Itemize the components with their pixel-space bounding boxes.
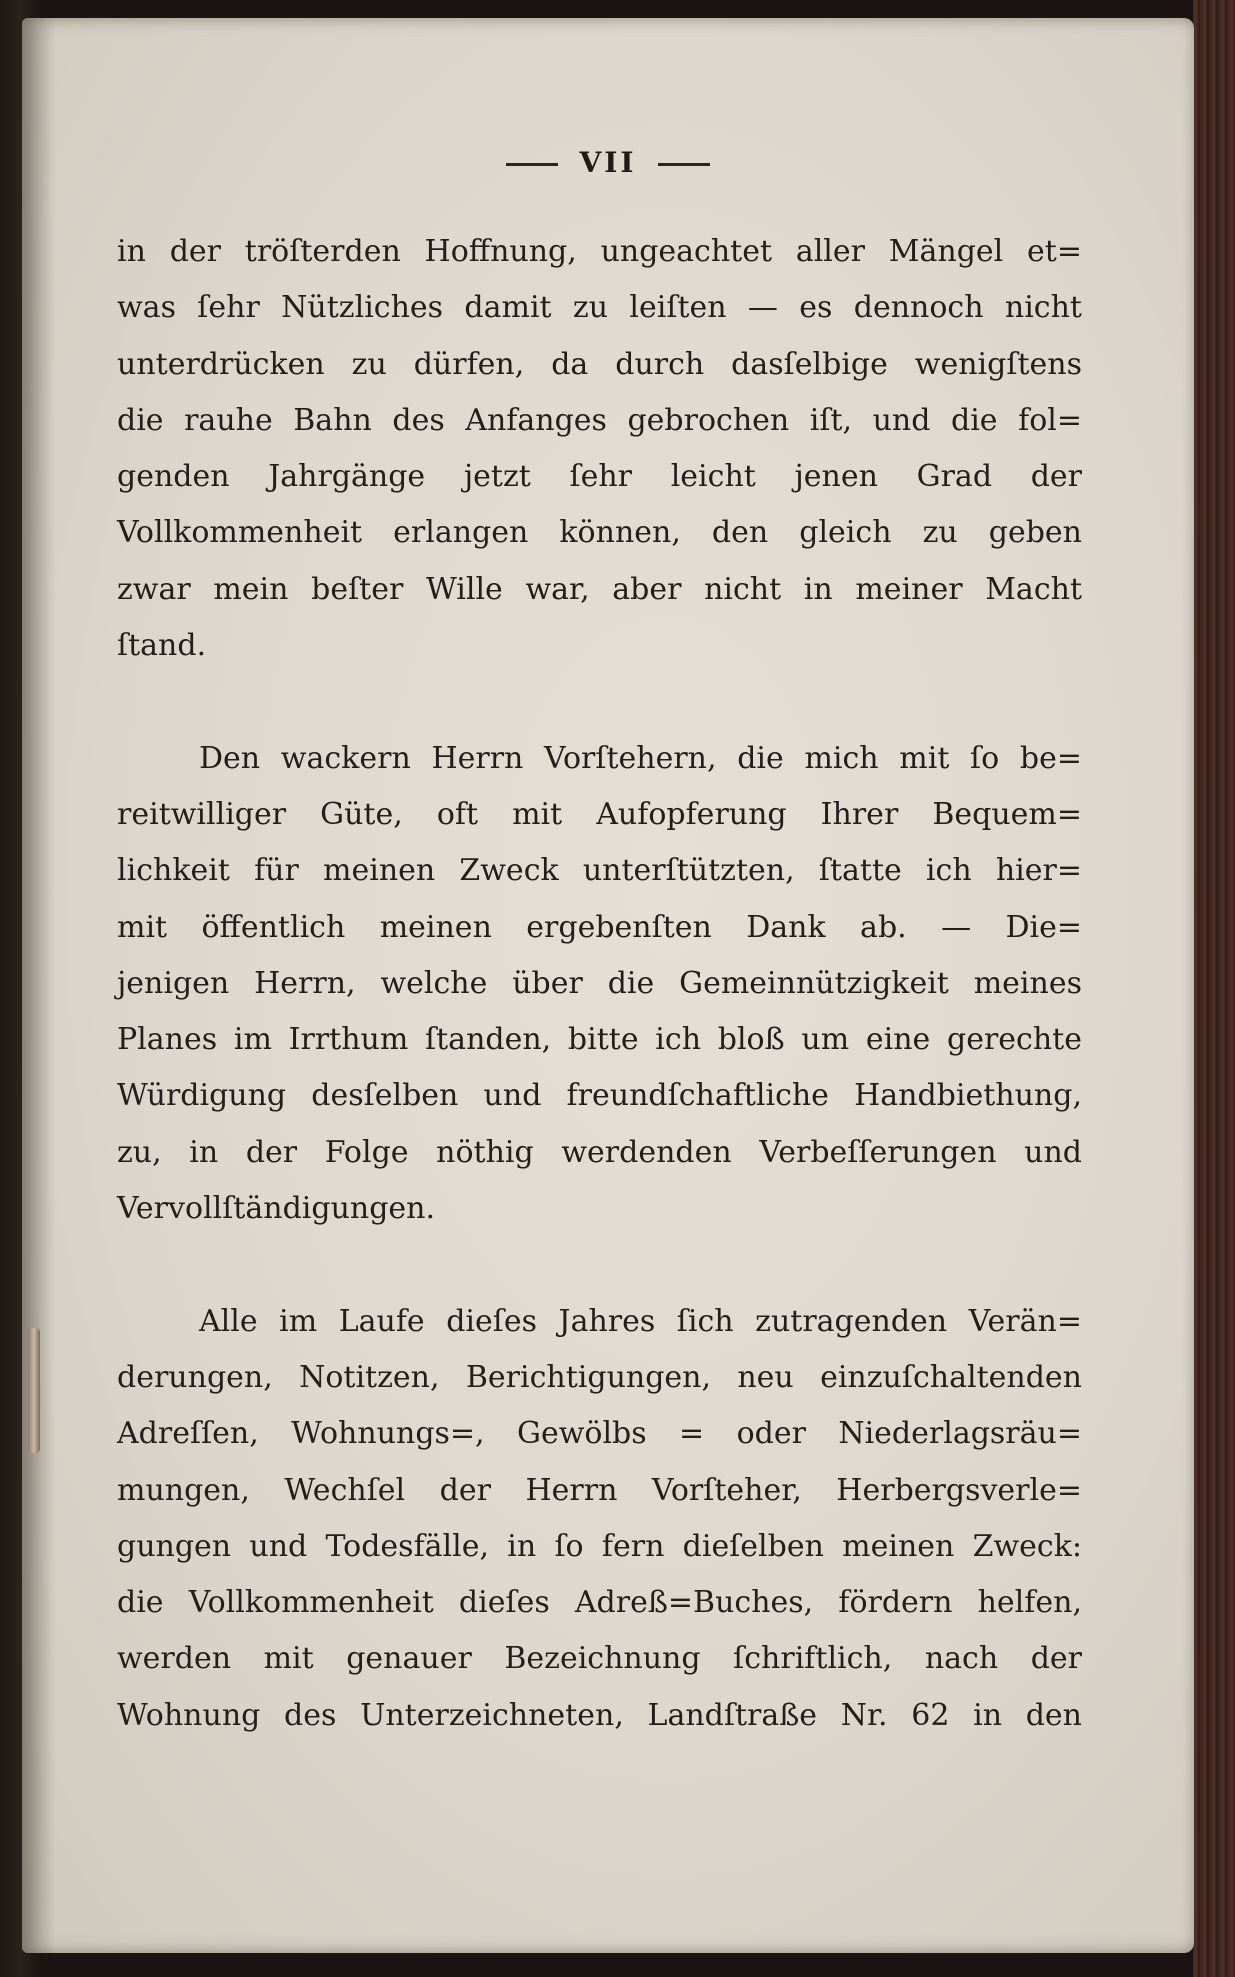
text-line: jenigen Herrn, welche über die Gemeinnützigkeit meines	[117, 965, 1082, 1001]
text-line: Den wackern Herrn Vorſtehern, die mich mit ſo be=	[199, 740, 1082, 776]
text-line: reitwilliger Güte, oft mit Aufopferung Ihrer Bequem=	[117, 796, 1082, 832]
text-line: Vervollſtändigungen.	[117, 1191, 436, 1227]
text-line: lichkeit für meinen Zweck unterſtützten, ſtatte ich hier=	[117, 853, 1082, 889]
text-line: Wohnung des Unterzeichneten, Landſtraße Nr. 62 in den	[117, 1697, 1082, 1733]
text-line: in der tröſterden Hoffnung, ungeachtet aller Mängel et=	[117, 234, 1082, 269]
text-line: die Vollkommenheit dieſes Adreß=Buches, fördern helfen,	[117, 1585, 1082, 1621]
page-number: VII	[579, 146, 637, 179]
text-line: die rauhe Bahn des Anfanges gebrochen iſt, und die fol=	[117, 402, 1082, 438]
text-line: Würdigung desſelben und freundſchaftliche Handbiethung,	[117, 1078, 1082, 1114]
text-line: Planes im Irrthum ſtanden, bitte ich bloß um eine gerechte	[117, 1022, 1082, 1058]
paragraph-gap	[117, 1237, 1082, 1293]
text-line: mungen, Wechſel der Herrn Vorſteher, Herbergsverle=	[117, 1472, 1082, 1508]
header-dash-right	[658, 163, 710, 166]
gutter-shadow	[22, 18, 56, 1953]
text-line: Alle im Laufe dieſes Jahres ſich zutragenden Verän=	[199, 1303, 1082, 1339]
text-line: Vollkommenheit erlangen können, den gleich zu geben	[117, 515, 1082, 551]
text-line: was ſehr Nützliches damit zu leiſten — es dennoch nicht	[117, 290, 1082, 326]
page-sheet	[22, 18, 1194, 1953]
text-line: derungen, Notitzen, Berichtigungen, neu einzuſchaltenden	[117, 1359, 1082, 1395]
text-line: ſtand.	[117, 628, 207, 664]
text-line: werden mit genauer Bezeichnung ſchriftlich, nach der	[117, 1641, 1082, 1677]
text-line: genden Jahrgänge jetzt ſehr leicht jenen Grad der	[117, 459, 1082, 495]
body-text	[117, 224, 1082, 1744]
text-line: unterdrücken zu dürfen, da durch dasſelbige wenigſtens	[117, 346, 1082, 382]
page-header	[22, 146, 1194, 179]
paragraph-gap	[117, 674, 1082, 730]
text-line: Adreſſen, Wohnungs=, Gewölbs = oder Niederlagsräu=	[117, 1416, 1082, 1452]
text-line: mit öffentlich meinen ergebenſten Dank ab. — Die=	[117, 909, 1082, 945]
text-line: zu, in der Folge nöthig werdenden Verbeſſerungen und	[117, 1134, 1082, 1170]
header-dash-left	[506, 163, 558, 166]
book-edge	[1193, 0, 1235, 1977]
binding-clip	[28, 1328, 40, 1453]
text-line: zwar mein beſter Wille war, aber nicht in meiner Macht	[117, 571, 1082, 607]
text-line: gungen und Todesfälle, in ſo fern dieſelben meinen Zweck:	[117, 1528, 1082, 1564]
